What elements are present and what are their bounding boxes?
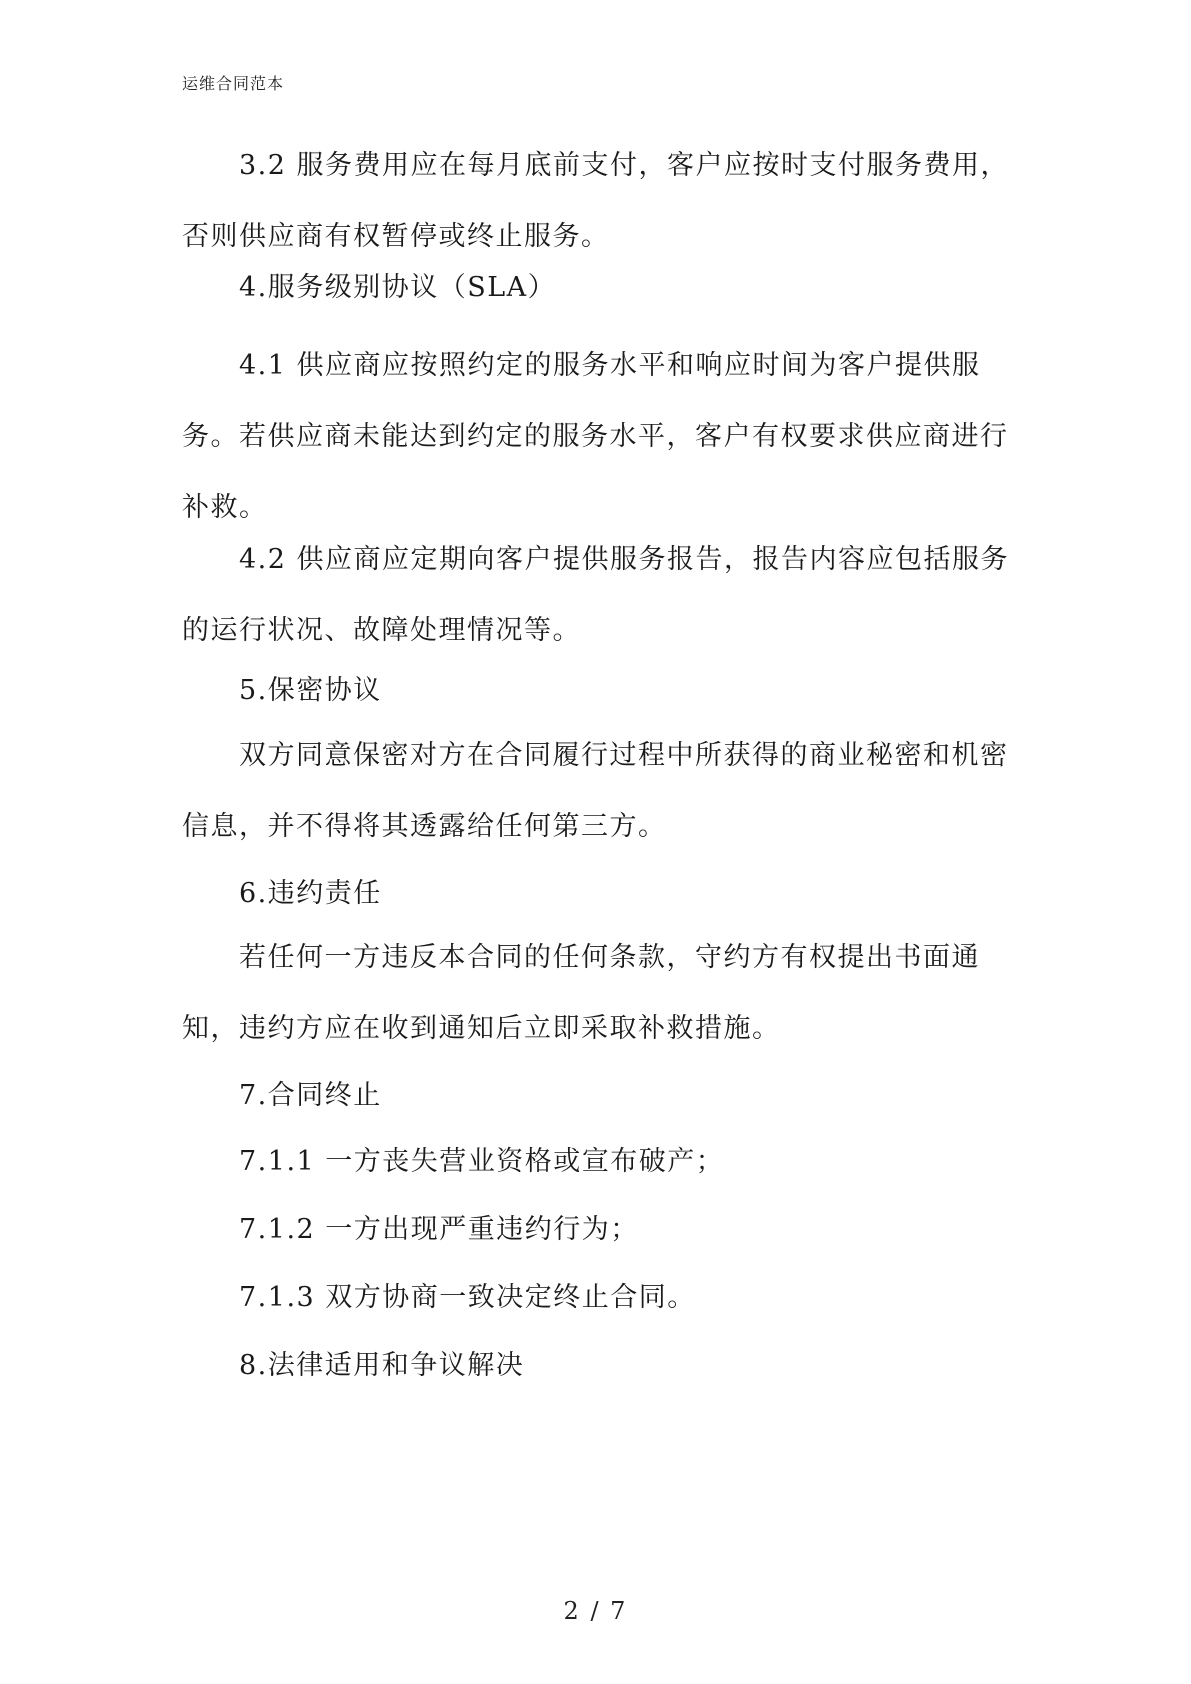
paragraph-4-2-service-report: 4.2 供应商应定期向客户提供服务报告，报告内容应包括服务的运行状况、故障处理情况等。 bbox=[182, 544, 1010, 646]
paragraph-6-liability: 若任何一方违反本合同的任何条款，守约方有权提出书面通知，违约方应在收到通知后立即采取补救措施。 bbox=[182, 942, 980, 1044]
page-indicator: 2 / 7 bbox=[563, 1597, 628, 1625]
paragraph-7-1-3: 7.1.3 双方协商一致决定终止合同。 bbox=[239, 1282, 696, 1313]
paragraph-7-1-1: 7.1.1 一方丧失营业资格或宣布破产； bbox=[239, 1146, 725, 1177]
heading-5-confidentiality: 5.保密协议 bbox=[239, 675, 382, 706]
heading-8-law-and-disputes: 8.法律适用和争议解决 bbox=[239, 1350, 525, 1381]
heading-7-termination: 7.合同终止 bbox=[239, 1080, 382, 1111]
document-header-title: 运维合同范本 bbox=[182, 74, 285, 93]
paragraph-3-2-payment: 3.2 服务费用应在每月底前支付，客户应按时支付服务费用，否则供应商有权暂停或终止服务。 bbox=[182, 150, 1010, 252]
paragraph-4-1-service-level: 4.1 供应商应按照约定的服务水平和响应时间为客户提供服务。若供应商未能达到约定的服务水平，客户有权要求供应商进行补救。 bbox=[182, 350, 1009, 523]
paragraph-7-1-2: 7.1.2 一方出现严重违约行为； bbox=[239, 1214, 639, 1245]
heading-4-sla: 4.服务级别协议（SLA） bbox=[239, 272, 557, 303]
heading-6-liability: 6.违约责任 bbox=[239, 878, 382, 909]
paragraph-5-confidentiality: 双方同意保密对方在合同履行过程中所获得的商业秘密和机密信息，并不得将其透露给任何第三方。 bbox=[182, 740, 1009, 842]
